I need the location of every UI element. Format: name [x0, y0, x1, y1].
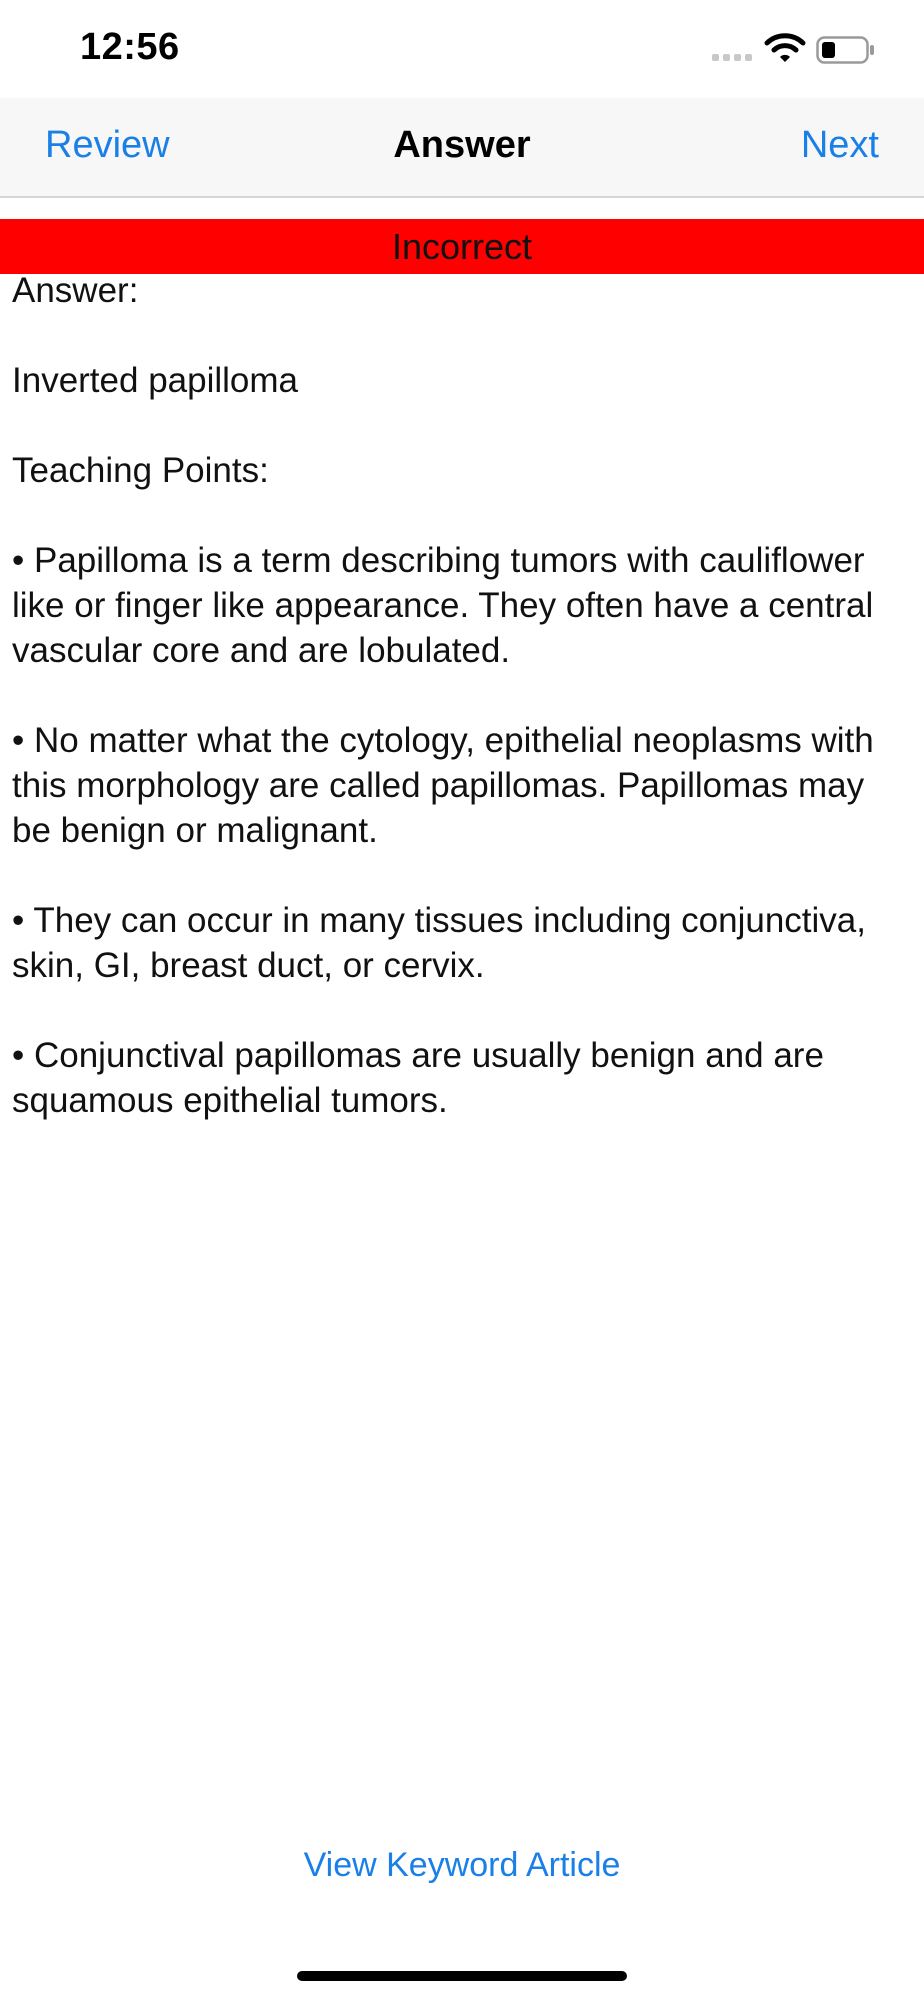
teaching-point: • No matter what the cytology, epithelial neoplasms with this morphology are called papillomas. Papillomas may be benign or malignant.: [12, 721, 874, 850]
review-button[interactable]: Review: [45, 124, 170, 166]
home-indicator[interactable]: [297, 1971, 627, 1981]
status-bar: [0, 0, 924, 98]
result-banner: Incorrect: [0, 219, 924, 274]
answer-content: [12, 268, 912, 1168]
status-time: 12:56: [80, 26, 180, 68]
teaching-points-heading: Teaching Points:: [12, 451, 269, 490]
teaching-point: • Papilloma is a term describing tumors with cauliflower like or finger like appearance. They often have a central vascular core and are lobulated.: [12, 541, 874, 670]
page-title: Answer: [393, 124, 531, 166]
teaching-point: • Conjunctival papillomas are usually benign and are squamous epithelial tumors.: [12, 1036, 824, 1120]
wifi-icon: [764, 32, 806, 64]
answer-value: Inverted papilloma: [12, 361, 298, 400]
battery-icon: [816, 36, 876, 64]
navigation-bar: [0, 98, 924, 198]
teaching-point: • They can occur in many tissues including conjunctiva, skin, GI, breast duct, or cervix.: [12, 901, 866, 985]
view-keyword-article-link[interactable]: View Keyword Article: [303, 1846, 621, 1884]
cellular-signal-icon: [712, 54, 754, 62]
answer-heading: Answer:: [12, 271, 139, 310]
next-button[interactable]: Next: [800, 124, 879, 166]
